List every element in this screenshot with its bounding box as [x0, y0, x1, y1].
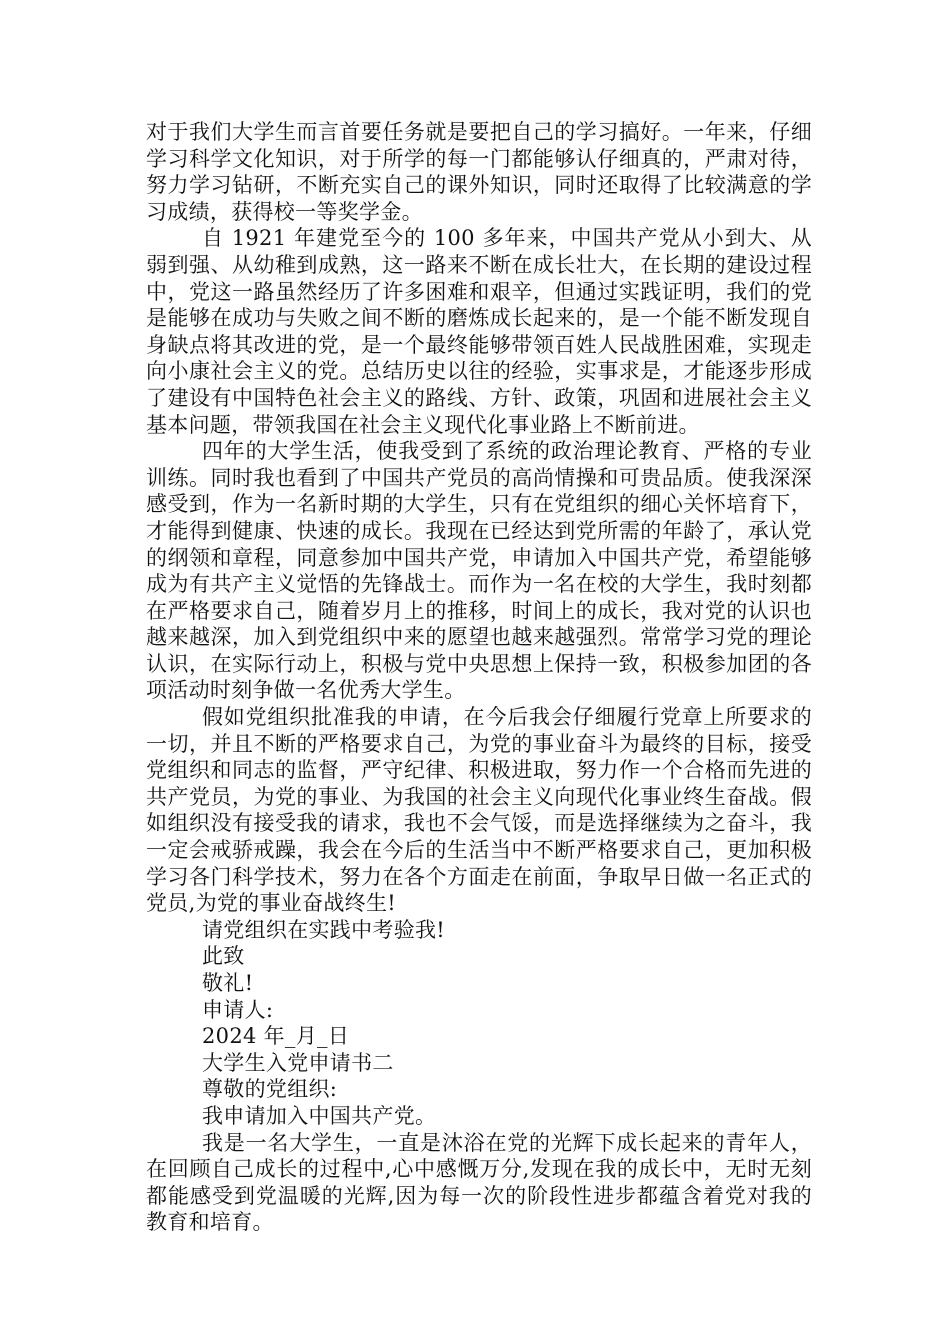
paragraph-university-life: 四年的大学生活，使我受到了系统的政治理论教育、严格的专业训练。同时我也看到了中国共产党员的高尚情操和可贵品质。使我深深感受到，作为一名新时期的大学生，只有在党组织的细心关怀培育下，才能得到健康、快速的成长。我现在已经达到党所需的年龄了，承认党的纲领和章程，同意参加中国共产党，申请加入中国共产党，希望能够成为有共产主义觉悟的先锋战士。而作为一名在校的大学生，我时刻都在严格要求自己，随着岁月上的推移，时间上的成长，我对党的认识也越来越深，加入到党组织中来的愿望也越来越强烈。常常学习党的理论认识，在实际行动上，积极与党中央思想上保持一致，积极参加团的各项活动时刻争做一名优秀大学生。 [146, 439, 812, 703]
document-body [146, 119, 812, 1236]
applicant-line: 申请人: [202, 997, 274, 1022]
date-line: 2024 年_月_日 [202, 1024, 350, 1049]
paragraph-study: 对于我们大学生而言首要任务就是要把自己的学习搞好。一年来，仔细学习科学文化知识，对于所学的每一门都能够认仔细真的，严肃对待，努力学习钻研，不断充实自己的课外知识，同时还取得了比较满意的学习成绩，获得校一等奖学金。 [146, 120, 812, 224]
application-statement: 我申请加入中国共产党。 [202, 1103, 437, 1128]
closing-line: 请党组织在实践中考验我! [202, 917, 446, 942]
paragraph-commitment: 假如党组织批准我的申请，在今后我会仔细履行党章上所要求的一切，并且不断的严格要求自己，为党的事业奋斗为最终的目标，接受党组织和同志的监督，严守纪律、积极进取，努力作一个合格而先进的共产党员，为党的事业、为我国的社会主义向现代化事业终生奋战。假如组织没有接受我的请求，我也不会气馁，而是选择继续为之奋斗，我一定会戒骄戒躁，我会在今后的生活当中不断严格要求自己，更加积极学习各门科学技术，努力在各个方面走在前面，争取早日做一名正式的党员,为党的事业奋战终生! [146, 705, 812, 916]
salutation-line: 此致 [202, 944, 245, 969]
section-title: 大学生入党申请书二 [202, 1050, 394, 1075]
salutation-line: 敬礼! [202, 971, 254, 995]
paragraph-introduction: 我是一名大学生，一直是沐浴在党的光辉下成长起来的青年人，在回顾自己成长的过程中,心中感慨万分,发现在我的成长中，无时无刻都能感受到党温暖的光辉,因为每一次的阶段性进步都蕴含着党对我的教育和培育。 [146, 1130, 812, 1235]
paragraph-party-history: 自 1921 年建党至今的 100 多年来，中国共产党从小到大、从弱到强、从幼稚到成熟，这一路来不断在成长壮大，在长期的建设过程中，党这一路虽然经历了许多困难和艰辛，但通过实践证明，我们的党是能够在成功与失败之间不断的磨炼成长起来的，是一个能不断发现自身缺点将其改进的党，是一个最终能够带领百姓人民战胜困难，实现走向小康社会主义的党。总结历史以往的经验，实事求是，才能逐步形成了建设有中国特色社会主义的路线、方针、政策，巩固和进展社会主义基本问题，带领我国在社会主义现代化事业路上不断前进。 [146, 226, 812, 437]
greeting-line: 尊敬的党组织: [202, 1077, 338, 1102]
